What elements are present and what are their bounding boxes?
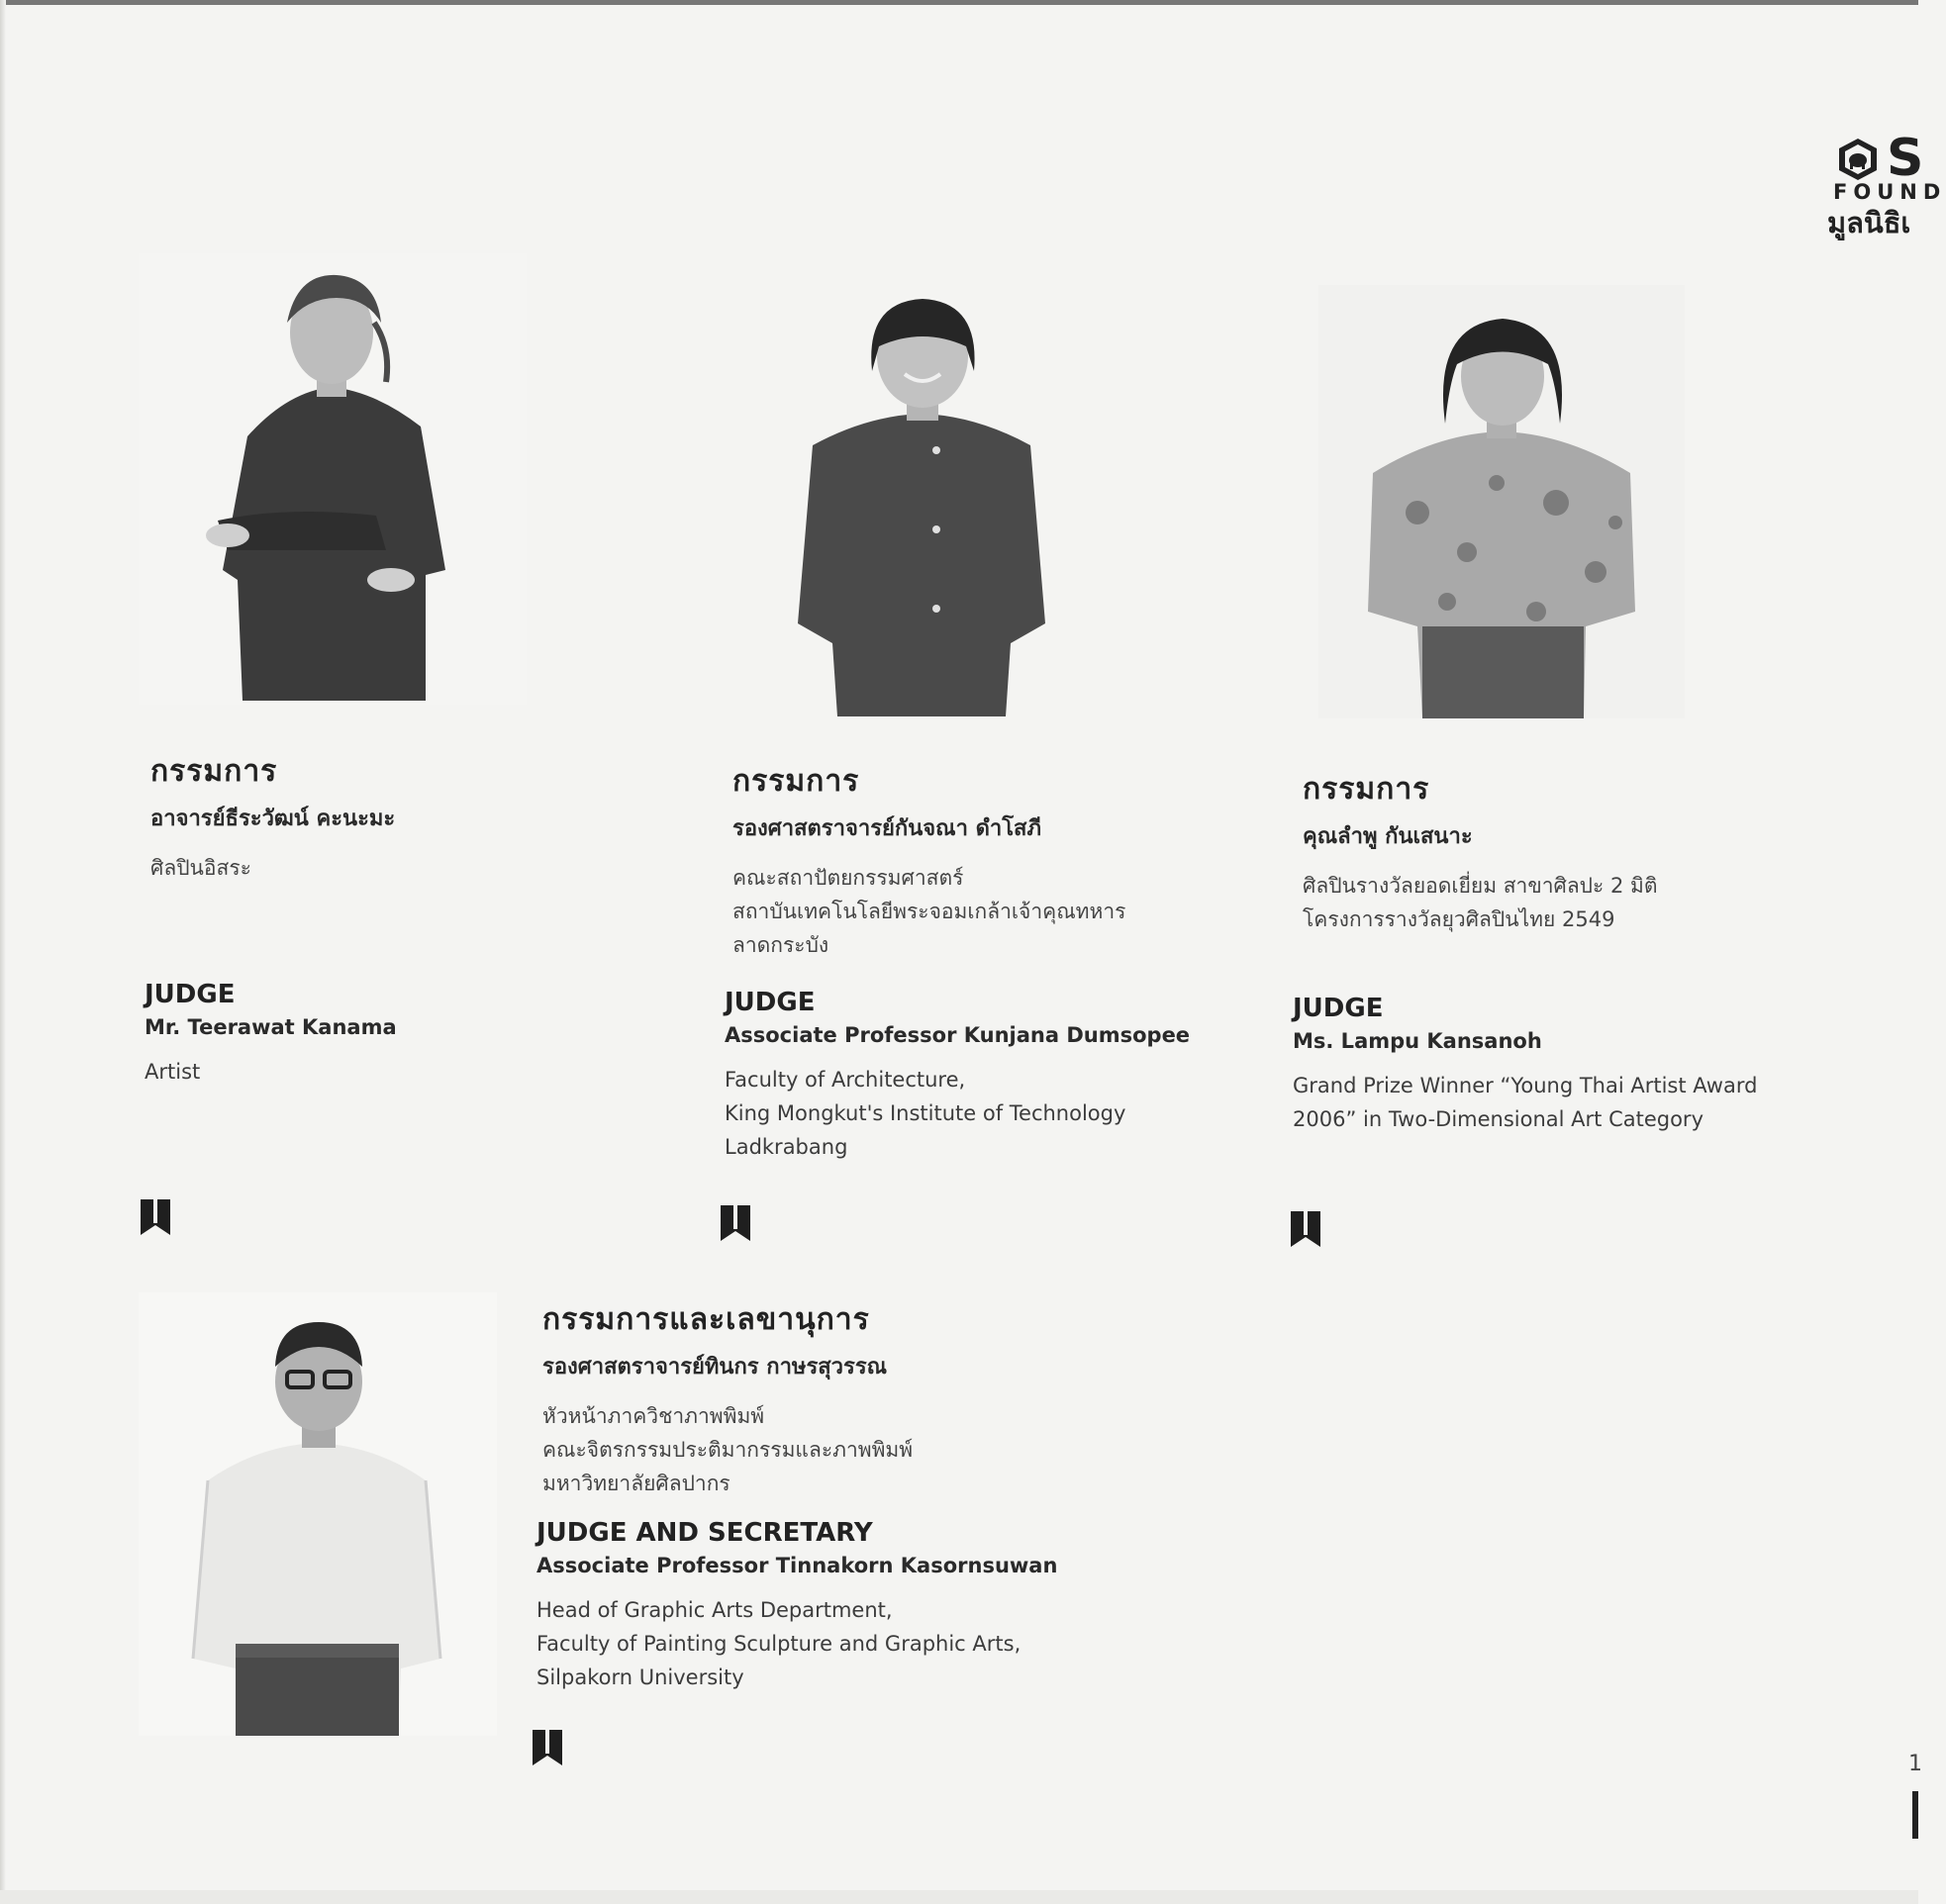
judge-photo-kunjana: [748, 267, 1095, 716]
role-title-en: JUDGE: [725, 988, 816, 1017]
role-title-th: กรรมการ: [150, 754, 278, 789]
judge-name-th: คุณลำพู กันเสนาะ: [1303, 824, 1473, 849]
judge-name-en: Associate Professor Tinnakorn Kasornsuwan: [536, 1554, 1058, 1577]
judge-name-en: Mr. Teerawat Kanama: [145, 1015, 397, 1039]
page-binding-shadow: [0, 0, 6, 1904]
judge-card-teerawat-en: [145, 980, 699, 1089]
judge-affiliation-en: Head of Graphic Arts Department, Faculty of Painting Sculpture and Graphic Arts, Silpakorn University: [536, 1598, 1022, 1689]
judge-affiliation-en: Grand Prize Winner “Young Thai Artist Award 2006” in Two-Dimensional Art Category: [1293, 1074, 1758, 1131]
bookmark-icon: [531, 1728, 564, 1767]
judge-card-tinnakorn-en: [536, 1518, 1150, 1694]
bookmark-icon: [139, 1197, 172, 1237]
role-title-th: กรรมการ: [732, 764, 860, 799]
role-title-th: กรรมการ: [1303, 772, 1430, 807]
page-edge-tab: [1912, 1791, 1918, 1839]
judge-card-kunjana-en: [725, 988, 1318, 1164]
judge-card-kunjana: [732, 758, 1326, 962]
foundation-logo: [1827, 129, 1946, 241]
judge-affiliation-th: ศิลปินรางวัลยอดเยี่ยม สาขาศิลปะ 2 มิติ โครงการรางวัลยุวศิลปินไทย 2549: [1303, 874, 1658, 931]
judge-affiliation-th: ศิลปินอิสระ: [150, 856, 251, 880]
logo-text-en: FOUND: [1833, 180, 1946, 204]
judge-affiliation-en: Faculty of Architecture, King Mongkut's Institute of Technology Ladkrabang: [725, 1068, 1126, 1159]
judge-photo-teerawat: [139, 253, 527, 705]
judge-card-tinnakorn: [542, 1296, 1156, 1500]
judge-name-th: รองศาสตราจารย์กันจณา ดำโสภี: [732, 816, 1041, 841]
judge-affiliation-th: คณะสถาปัตยกรรมศาสตร์ สถาบันเทคโนโลยีพระจอมเกล้าเจ้าคุณทหาร ลาดกระบัง: [732, 866, 1126, 957]
judge-photo-lampu: [1318, 285, 1685, 718]
logo-text-th: มูลนิธิเ: [1827, 206, 1911, 239]
role-title-en: JUDGE AND SECRETARY: [536, 1518, 873, 1548]
judge-name-en: Ms. Lampu Kansanoh: [1293, 1029, 1542, 1053]
judge-card-lampu: [1303, 766, 1897, 936]
judge-photo-tinnakorn: [139, 1292, 497, 1736]
judge-name-th: อาจารย์ธีระวัฒน์ คะนะมะ: [150, 807, 396, 831]
role-title-en: JUDGE: [1293, 994, 1384, 1023]
page-top-edge: [0, 0, 1918, 5]
judge-name-en: Associate Professor Kunjana Dumsopee: [725, 1023, 1191, 1047]
judge-card-lampu-en: [1293, 994, 1887, 1136]
bookmark-icon: [719, 1203, 752, 1243]
judge-affiliation-th: หัวหน้าภาควิชาภาพพิมพ์ คณะจิตรกรรมประติมากรรมและภาพพิมพ์ มหาวิทยาลัยศิลปากร: [542, 1404, 914, 1495]
elephant-emblem-icon: [1835, 137, 1881, 182]
judge-card-teerawat: [150, 748, 705, 885]
page-number: 1: [1908, 1752, 1922, 1776]
bookmark-icon: [1289, 1209, 1322, 1249]
role-title-en: JUDGE: [145, 980, 236, 1009]
role-title-th: กรรมการและเลขานุการ: [542, 1302, 870, 1337]
page-bottom-edge: [0, 1890, 1918, 1904]
logo-letter: S: [1887, 129, 1924, 188]
judge-affiliation-en: Artist: [145, 1060, 201, 1084]
judge-name-th: รองศาสตราจารย์ทินกร กาษรสุวรรณ: [542, 1355, 888, 1380]
